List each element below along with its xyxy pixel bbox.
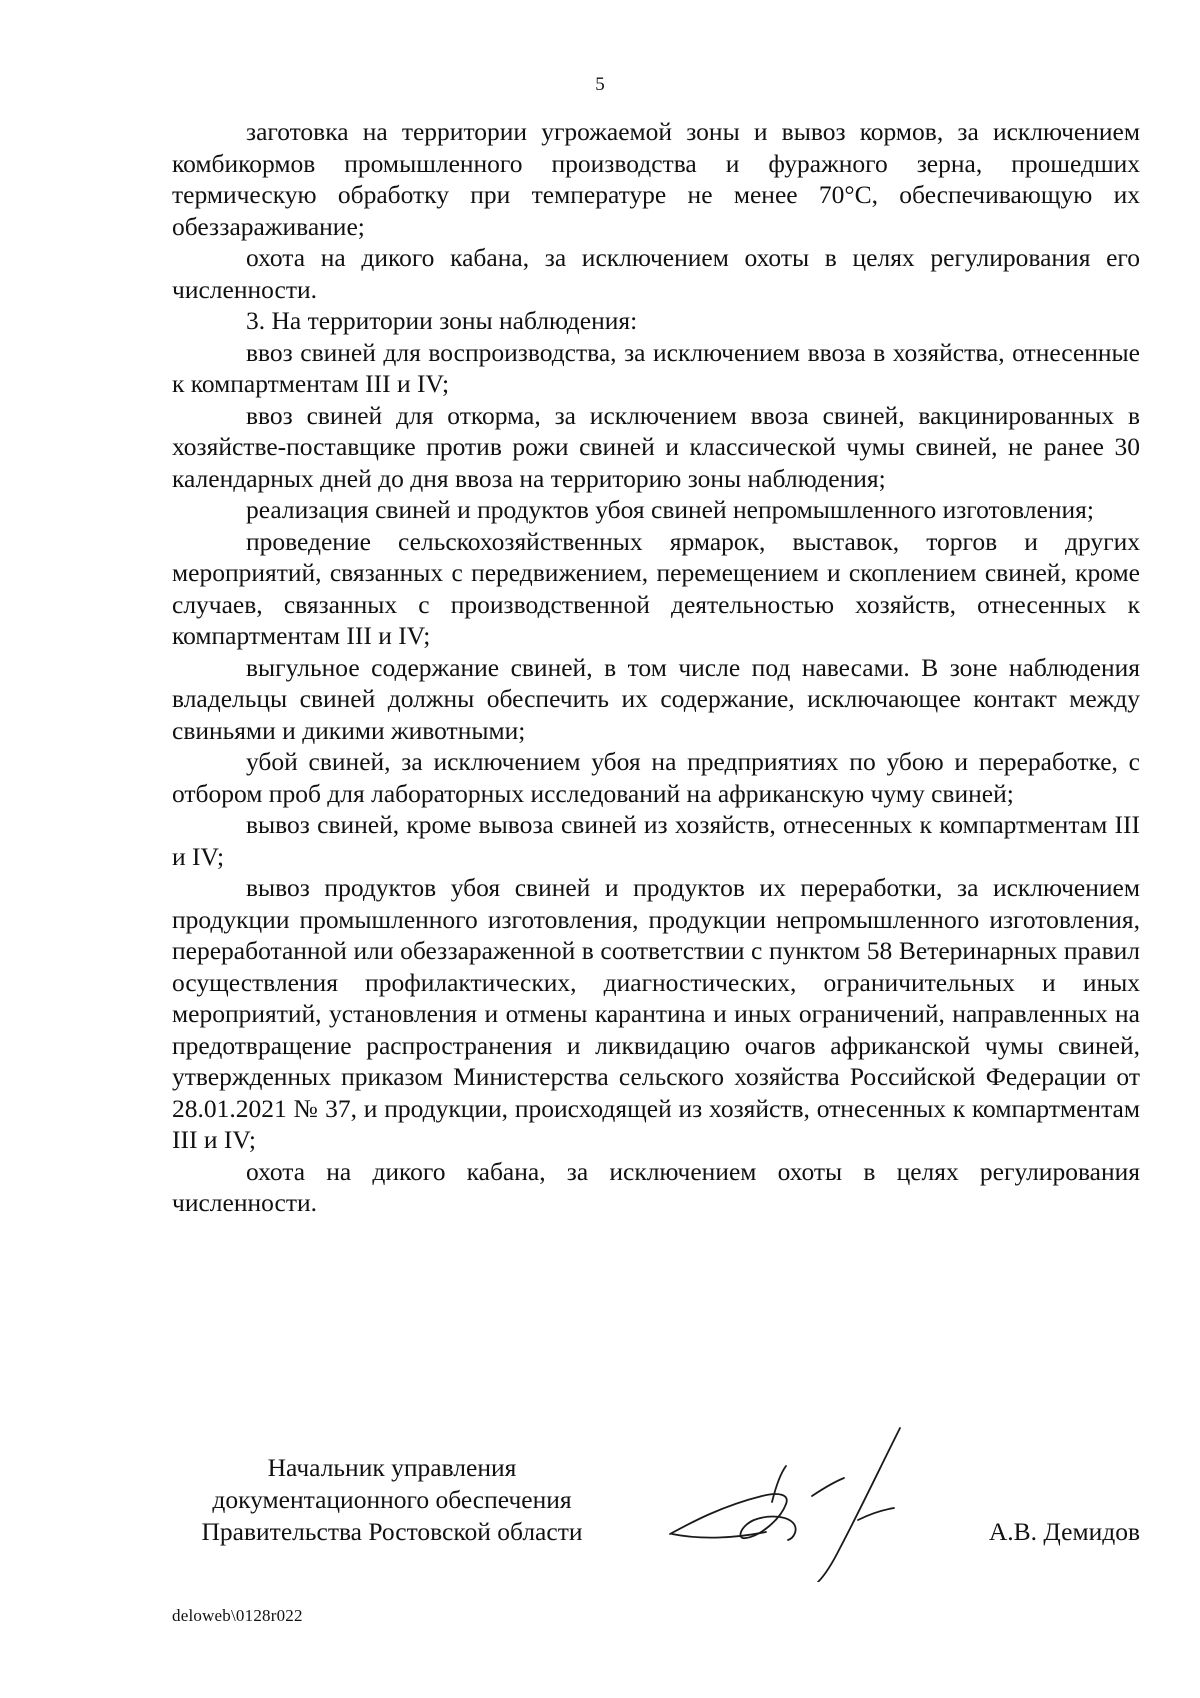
- signer-position-line: документационного обеспечения: [212, 1485, 572, 1514]
- signer-name: А.В. Демидов: [988, 1517, 1140, 1546]
- paragraph-import-breeding: ввоз свиней для воспроизводства, за исключением ввоза в хозяйства, отнесенные к компартментам III и IV;: [172, 337, 1140, 398]
- paragraph-sale-products: реализация свиней и продуктов убоя свиней непромышленного изготовления;: [246, 495, 1094, 524]
- paragraph-free-range-keeping: выгульное содержание свиней, в том числе под навесами. В зоне наблюдения владельцы свиней должны обеспечить их содержание, исключающее контакт между свиньями и дикими животными;: [172, 652, 1140, 745]
- paragraph-observation-zone-heading: 3. На территории зоны наблюдения:: [246, 306, 638, 335]
- paragraph-export-pigs: вывоз свиней, кроме вывоза свиней из хозяйств, отнесенных к компартментам III и IV;: [172, 810, 1140, 871]
- paragraph-export-products: вывоз продуктов убоя свиней и продуктов их переработки, за исключением продукции промышленного изготовления, продукции непромышленного изготовления, переработанной или обеззараженной в соответствии с пунктом 58 Ветеринарных правил осуществления профилактических, диагностических, ограничительных и иных мероприятий, установления и отмены карантина и иных ограничений, направленных на предотвращение распространения и ликвидацию очагов африканской чумы свиней, утвержденных приказом Министерства сельского хозяйства Российской Федерации от 28.01.2021 № 37, и продукции, происходящей из хозяйств, отнесенных к компартментам III и IV;: [172, 873, 1140, 1154]
- paragraph-fairs-exhibitions: проведение сельскохозяйственных ярмарок, выставок, торгов и других мероприятий, связанных с передвижением, перемещением и скоплением свиней, кроме случаев, связанных с производственной деятельностью хозяйств, отнесенных к компартментам III и IV;: [172, 526, 1140, 650]
- paragraph-boar-hunting-threat-zone: охота на дикого кабана, за исключением охоты в целях регулирования его численности.: [172, 243, 1140, 304]
- signer-position-line: Начальник управления: [267, 1453, 517, 1482]
- page-number: 5: [595, 74, 605, 95]
- paragraph-feed-harvesting: заготовка на территории угрожаемой зоны и вывоз кормов, за исключением комбикормов промышленного производства и фуражного зерна, прошедших термическую обработку при температуре не менее 70°С, обеспечивающую их обеззараживание;: [172, 117, 1140, 241]
- paragraph-import-fattening: ввоз свиней для откорма, за исключением ввоза свиней, вакцинированных в хозяйстве-поставщике против рожи свиней и классической чумы свиней, не ранее 30 календарных дней до дня ввоза на территорию зоны наблюдения;: [172, 400, 1140, 493]
- paragraph-boar-hunting-observation-zone: охота на дикого кабана, за исключением охоты в целях регулирования численности.: [172, 1156, 1140, 1217]
- document-code: deloweb\0128r022: [172, 1606, 303, 1625]
- paragraph-slaughter: убой свиней, за исключением убоя на предприятиях по убою и переработке, с отбором проб для лабораторных исследований на африканскую чуму свиней;: [172, 747, 1140, 808]
- document-body: [172, 116, 1140, 1219]
- signer-position-line: Правительства Ростовской области: [201, 1517, 583, 1546]
- signer-position: [172, 1452, 612, 1548]
- handwritten-signature: [662, 1422, 932, 1582]
- signature-block: [172, 1452, 1140, 1572]
